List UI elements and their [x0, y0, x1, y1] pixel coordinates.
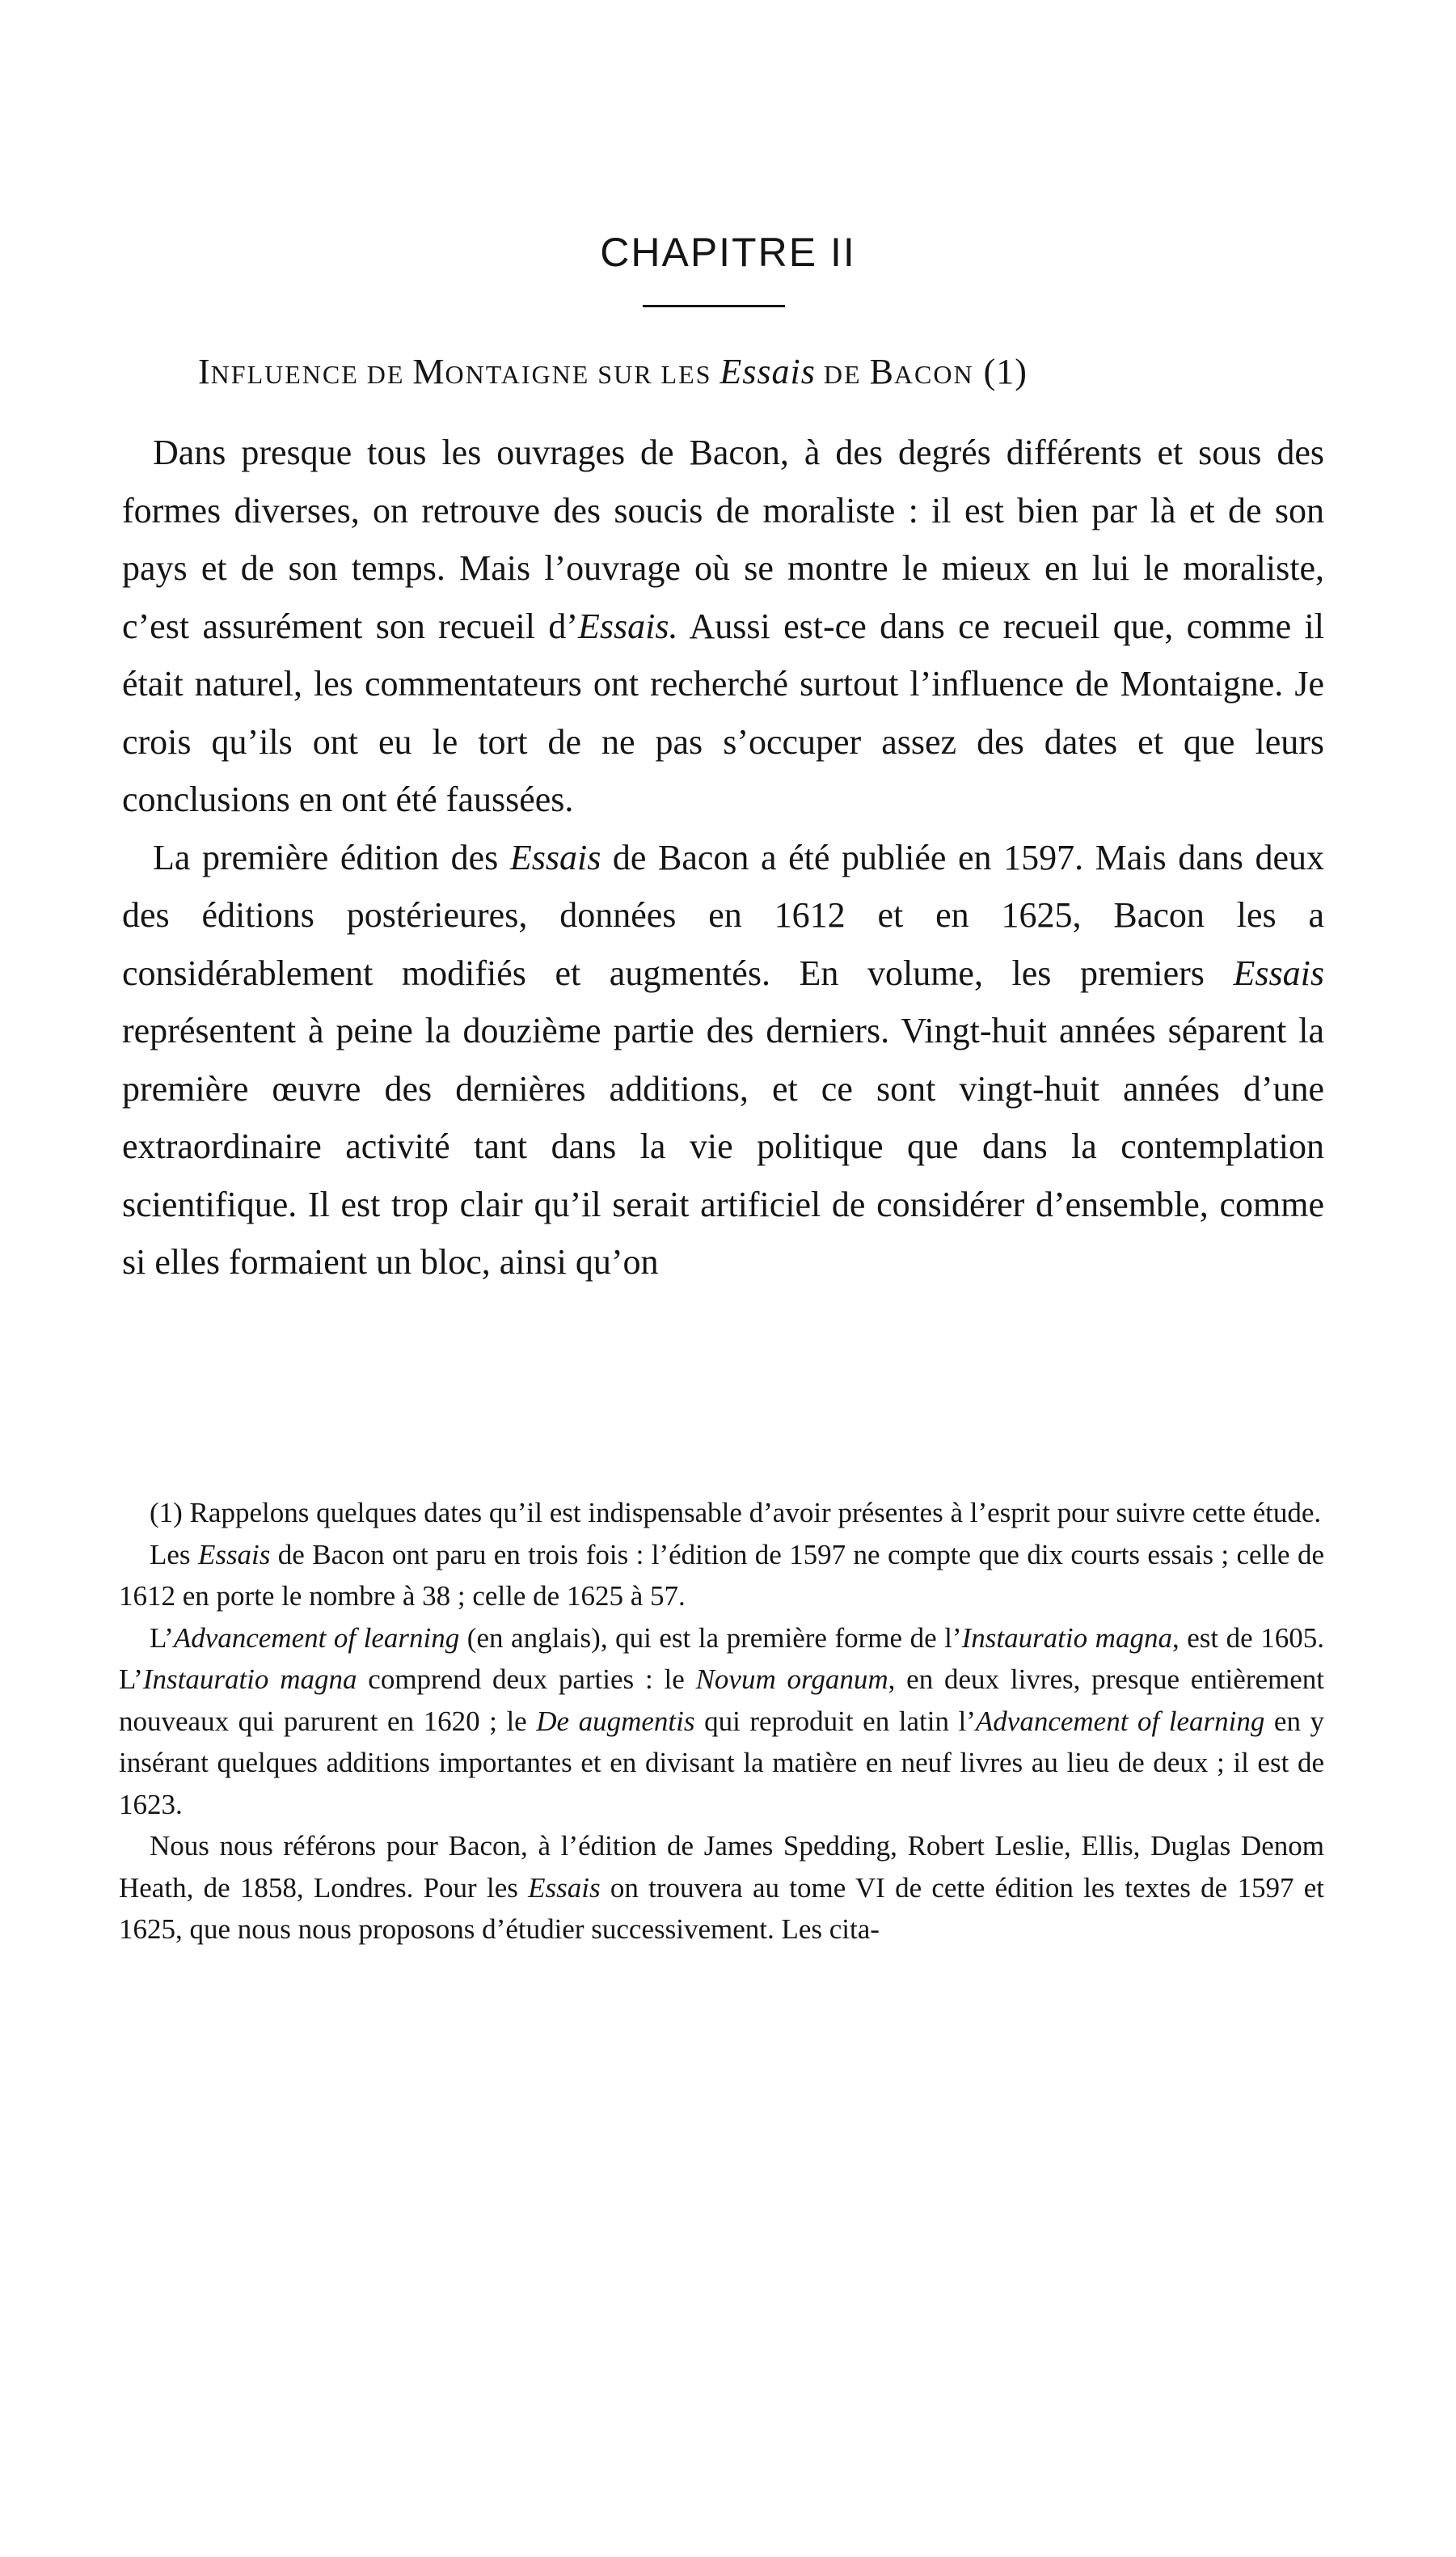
section-heading: [198, 349, 1330, 397]
footnote-editions: Les Essais de Bacon ont paru en trois fois : l’édition de 1597 ne compte que dix courts essais ; celle de 1612 en porte le nombre à 38 ; celle de 1625 à 57.: [119, 1538, 1324, 1612]
heading-part: B: [869, 352, 894, 391]
footnote-references: Nous nous référons pour Bacon, à l’édition de James Spedding, Robert Leslie, Ellis, Duglas Denom Heath, de 1858, Londres. Pour les Essais on trouvera au tome VI de cette édition les textes de 1597 et 1625, que nous nous proposons d’étudier successivement. Les cita-: [119, 1830, 1324, 1945]
heading-part: DE: [815, 360, 870, 389]
chapter-title: CHAPITRE II: [600, 230, 856, 275]
heading-part: M: [412, 352, 445, 391]
title-rule: [643, 305, 785, 307]
footnote-1: (1) Rappelons quelques dates qu’il est indispensable d’avoir présentes à l’esprit pour suivre cette étude.: [150, 1497, 1322, 1528]
footnote-works: L’Advancement of learning (en anglais), qui est la première forme de l’Instauratio magna, est de 1605. L’Instauratio magna comprend deux parties : le Novum organum, en deux livres, presque entièrement nouveaux qui parurent en 1620 ; le De augmentis qui reproduit en latin l’Advancement of learning en y insérant quelques additions importantes et en divisant la matière en neuf livres au lieu de deux ; il est de 1623.: [119, 1621, 1324, 1820]
heading-part: ONTAIGNE SUR LES: [445, 360, 720, 389]
heading-part: ACON: [893, 360, 974, 389]
heading-part: NFLUENCE DE: [210, 360, 413, 389]
paragraph-1: Dans presque tous les ouvrages de Bacon, à des degrés différents et sous des formes diverses, on retrouve des soucis de moraliste : il est bien par là et de son pays et de son temps. Mais l’ouvrage où se montre le mieux en lui le moraliste, c’est assurément son recueil d’Essais. Aussi est-ce dans ce recueil que, comme il était naturel, les commentateurs ont recherché surtout l’influence de Montaigne. Je crois qu’ils ont eu le tort de ne pas s’occuper assez des dates et que leurs conclusions en ont été faussées.: [122, 433, 1324, 819]
main-text: [122, 424, 1324, 1291]
heading-part-italic: Essais: [720, 352, 816, 391]
footnote-marker: (1): [973, 352, 1028, 391]
paragraph-2: La première édition des Essais de Bacon a été publiée en 1597. Mais dans deux des éditions postérieures, données en 1612 et en 1625, Bacon les a considérablement modifiés et augmentés. En volume, les premiers Essais représentent à peine la douzième partie des derniers. Vingt-huit années séparent la première œuvre des dernières additions, et ce sont vingt-huit années d’une extraordinaire activité tant dans la vie politique que dans la contemplation scientifique. Il est trop clair qu’il serait artificiel de considérer d’ensemble, comme si elles formaient un bloc, ainsi qu’on: [122, 837, 1324, 1282]
heading-part: I: [198, 352, 211, 391]
footnotes: [119, 1492, 1324, 1951]
